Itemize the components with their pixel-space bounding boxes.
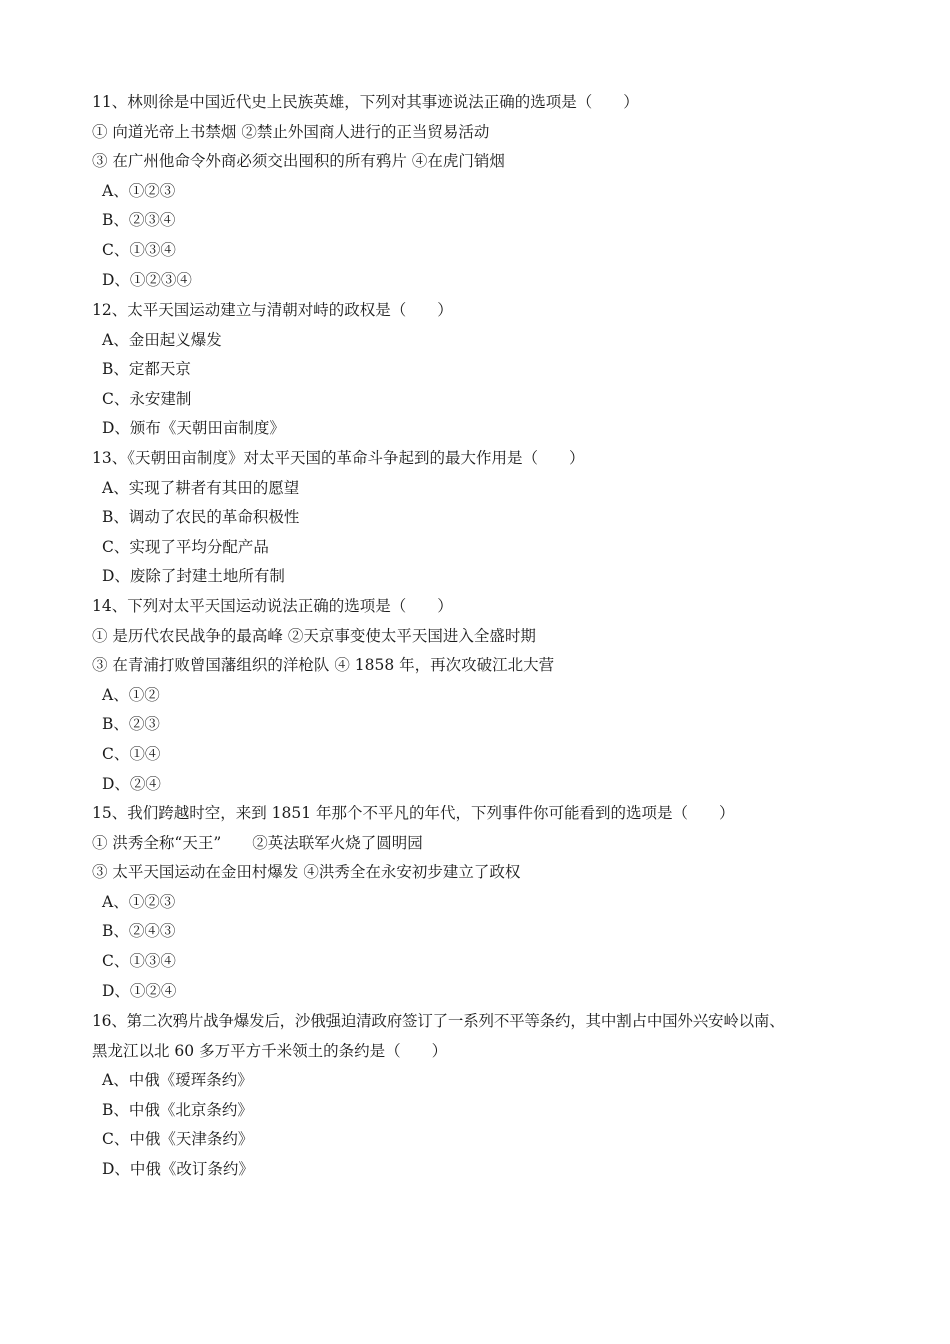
option-c: C、永安建制 bbox=[102, 389, 192, 408]
option-d: D、中俄《改订条约》 bbox=[102, 1159, 254, 1178]
question-stem: ③ 在广州他命令外商必须交出囤积的所有鸦片 ④在虎门销烟 bbox=[92, 152, 505, 171]
option-c: C、中俄《天津条约》 bbox=[102, 1130, 254, 1149]
question-16 bbox=[92, 1007, 872, 1185]
option-c: C、实现了平均分配产品 bbox=[102, 537, 269, 556]
option-d: D、①②③④ bbox=[102, 270, 192, 289]
option-b: B、调动了农民的革命积极性 bbox=[102, 508, 300, 527]
question-13 bbox=[92, 444, 872, 592]
option-a: A、实现了耕者有其田的愿望 bbox=[102, 478, 300, 497]
question-stem: ① 洪秀全称“天王” ②英法联军火烧了圆明园 bbox=[92, 833, 423, 852]
question-stem: 12、太平天国运动建立与清朝对峙的政权是（ ） bbox=[92, 301, 453, 319]
option-a: A、①②③ bbox=[102, 892, 176, 911]
option-c: C、①④ bbox=[102, 744, 161, 763]
option-a: A、①② bbox=[102, 685, 160, 704]
question-stem: ① 向道光帝上书禁烟 ②禁止外国商人进行的正当贸易活动 bbox=[92, 122, 490, 141]
question-12 bbox=[92, 296, 872, 444]
question-stem: 11、林则徐是中国近代史上民族英雄，下列对其事迹说法正确的选项是（ ） bbox=[92, 93, 639, 111]
option-b: B、中俄《北京条约》 bbox=[102, 1100, 253, 1119]
question-stem: ① 是历代农民战争的最高峰 ②天京事变使太平天国进入全盛时期 bbox=[92, 626, 536, 645]
question-stem: ③ 太平天国运动在金田村爆发 ④洪秀全在永安初步建立了政权 bbox=[92, 863, 521, 882]
question-stem: 15、我们跨越时空，来到 1851 年那个不平凡的年代，下列事件你可能看到的选项是（ ） bbox=[92, 804, 735, 822]
question-stem: 黑龙江以北 60 多万平方千米领土的条约是（ ） bbox=[92, 1041, 448, 1060]
question-stem: 16、第二次鸦片战争爆发后，沙俄强迫清政府签订了一系列不平等条约，其中割占中国外兴安岭以南、 bbox=[92, 1012, 785, 1030]
option-d: D、废除了封建土地所有制 bbox=[102, 567, 285, 586]
option-a: A、金田起义爆发 bbox=[102, 330, 222, 349]
option-b: B、②④③ bbox=[102, 922, 176, 941]
question-stem: ③ 在青浦打败曾国藩组织的洋枪队 ④ 1858 年，再次攻破江北大营 bbox=[92, 656, 555, 675]
option-c: C、①③④ bbox=[102, 951, 176, 970]
option-b: B、②③④ bbox=[102, 211, 176, 230]
option-c: C、①③④ bbox=[102, 240, 176, 259]
question-11 bbox=[92, 88, 872, 295]
option-b: B、定都天京 bbox=[102, 360, 191, 379]
question-15 bbox=[92, 799, 872, 1006]
option-d: D、①②④ bbox=[102, 981, 177, 1000]
option-d: D、②④ bbox=[102, 774, 161, 793]
option-d: D、颁布《天朝田亩制度》 bbox=[102, 419, 285, 438]
question-stem: 13、《天朝田亩制度》对太平天国的革命斗争起到的最大作用是（ ） bbox=[92, 449, 585, 467]
option-a: A、中俄《瑷珲条约》 bbox=[102, 1071, 253, 1090]
question-14 bbox=[92, 592, 872, 799]
option-a: A、①②③ bbox=[102, 181, 176, 200]
question-stem: 14、下列对太平天国运动说法正确的选项是（ ） bbox=[92, 597, 453, 615]
option-b: B、②③ bbox=[102, 715, 160, 734]
